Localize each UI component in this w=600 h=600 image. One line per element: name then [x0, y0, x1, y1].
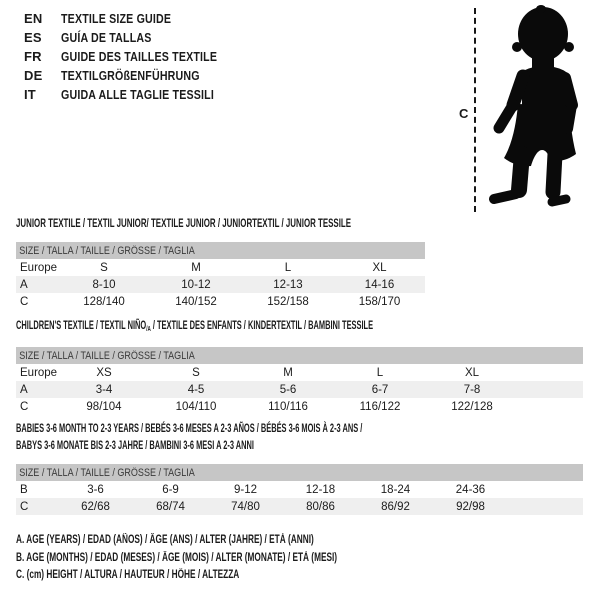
footnote-b	[16, 550, 462, 568]
language-row-es	[24, 28, 251, 47]
size-cell: 80/86	[306, 500, 335, 513]
size-header-text: SIZE / TALLA / TAILLE / GRÖSSE / TAGLIA	[19, 466, 195, 479]
size-cell: 6-7	[371, 383, 389, 396]
size-column: XL	[372, 261, 387, 274]
language-code: ES	[24, 30, 42, 45]
language-code: FR	[24, 49, 42, 64]
language-row-fr	[24, 47, 251, 66]
size-cell: 12-13	[273, 278, 303, 291]
children-size-table	[16, 347, 583, 415]
height-measure-label: C	[459, 106, 469, 121]
size-cell: 18-24	[380, 483, 411, 496]
row-label: C	[20, 500, 29, 513]
height-measure-dashed-line	[474, 8, 476, 212]
junior-section-title-text: JUNIOR TEXTILE / TEXTIL JUNIOR/ TEXTILE JUNIOR / JUNIORTEXTIL / JUNIOR TESSILE	[16, 216, 352, 230]
size-cell: 110/116	[268, 400, 308, 413]
language-row-en	[24, 9, 251, 28]
junior-section-title	[16, 215, 524, 232]
footnote-a-text: A. AGE (YEARS) / EDAD (AÑOS) / ÂGE (ANS) / ALTER (JAHRE) / ETÀ (ANNI)	[16, 534, 314, 546]
footnotes	[16, 532, 462, 585]
size-cell: 104/110	[175, 400, 217, 413]
baby-silhouette	[486, 4, 590, 210]
language-row-it	[24, 85, 251, 104]
size-column: M	[283, 366, 293, 379]
footnote-c	[16, 567, 462, 585]
size-cell: 92/98	[456, 500, 485, 513]
filler-cell	[508, 498, 583, 515]
size-header-text: SIZE / TALLA / TAILLE / GRÖSSE / TAGLIA	[19, 349, 195, 362]
size-column: L	[284, 261, 292, 274]
language-title: GUÍA DE TALLAS	[61, 30, 152, 45]
babies-section-title	[16, 420, 575, 454]
filler-cell	[518, 364, 583, 381]
language-title: GUIDA ALLE TAGLIE TESSILI	[61, 87, 214, 102]
size-column: XS	[96, 366, 112, 379]
language-code: IT	[24, 87, 36, 102]
size-cell: 24-36	[455, 483, 486, 496]
children-title-post: / TEXTILE DES ENFANTS / KINDERTEXTIL / BAMBINI TESSILE	[150, 318, 374, 332]
row-label: A	[20, 383, 28, 396]
filler-cell	[508, 481, 583, 498]
size-cell: 4-5	[187, 383, 205, 396]
size-cell: 68/74	[156, 500, 185, 513]
size-cell: 86/92	[381, 500, 410, 513]
babies-title-line1: BABIES 3-6 MONTH TO 2-3 YEARS / BEBÉS 3-6 MESES A 2-3 AÑOS / BÉBÉS 3-6 MOIS À 2-3 ANS /	[16, 421, 363, 435]
table-row-a	[16, 381, 583, 398]
filler-cell	[518, 398, 583, 415]
size-cell: 12-18	[305, 483, 336, 496]
size-column: S	[100, 261, 108, 274]
size-header-text: SIZE / TALLA / TAILLE / GRÖSSE / TAGLIA	[19, 244, 195, 257]
language-title: GUIDE DES TAILLES TEXTILE	[61, 49, 218, 64]
column-header-row	[16, 259, 425, 276]
size-cell: 128/140	[83, 295, 125, 308]
table-row-c	[16, 398, 583, 415]
size-column: S	[192, 366, 200, 379]
footnote-a	[16, 532, 462, 550]
size-cell: 5-6	[279, 383, 297, 396]
babies-title-line2: BABYS 3-6 MONATE BIS 2-3 JAHRE / BAMBINI 3-6 MESI A 2-3 ANNI	[16, 438, 254, 452]
size-cell: 9-12	[233, 483, 258, 496]
row-label: A	[20, 278, 28, 291]
language-row-de	[24, 66, 251, 85]
children-section-title-text	[16, 317, 373, 337]
size-cell: 98/104	[86, 400, 122, 413]
table-row-c	[16, 293, 425, 310]
language-list	[24, 9, 251, 104]
children-section-title	[16, 317, 592, 334]
size-cell: 6-9	[162, 483, 179, 496]
size-header-bar	[16, 242, 425, 259]
column-header-row	[16, 364, 583, 381]
language-title: TEXTILE SIZE GUIDE	[61, 11, 172, 26]
row-label: C	[20, 295, 29, 308]
size-cell: 3-6	[87, 483, 104, 496]
size-cell: 62/68	[81, 500, 110, 513]
size-cell: 152/158	[267, 295, 309, 308]
size-cell: 8-10	[92, 278, 116, 291]
size-column: L	[376, 366, 384, 379]
size-cell: 140/152	[175, 295, 217, 308]
region-label: Europe	[20, 261, 58, 274]
language-title: TEXTILGRÖßENFÜHRUNG	[61, 68, 200, 83]
size-cell: 74/80	[231, 500, 260, 513]
size-cell: 116/122	[359, 400, 401, 413]
language-code: DE	[24, 68, 43, 83]
junior-size-table	[16, 242, 425, 310]
language-code: EN	[24, 11, 43, 26]
babies-size-table	[16, 464, 583, 515]
children-title-subscript: /A	[146, 324, 151, 334]
size-cell: 158/170	[358, 295, 401, 308]
size-column: M	[191, 261, 201, 274]
table-row-c	[16, 498, 583, 515]
footnote-b-text: B. AGE (MONTHS) / EDAD (MESES) / ÂGE (MOIS) / ALTER (MONATE) / ETÀ (MESI)	[16, 551, 338, 564]
row-label: B	[20, 483, 28, 496]
size-header-bar	[16, 464, 583, 481]
filler-cell	[518, 381, 583, 398]
size-cell: 10-12	[181, 278, 211, 291]
size-cell: 3-4	[95, 383, 113, 396]
size-cell: 7-8	[463, 383, 481, 396]
table-row-b	[16, 481, 583, 498]
row-label: C	[20, 400, 29, 413]
children-title-pre: CHILDREN'S TEXTILE / TEXTIL NIÑO	[16, 318, 147, 332]
region-label: Europe	[20, 366, 58, 379]
size-column: XL	[464, 366, 480, 379]
size-cell: 14-16	[364, 278, 395, 291]
table-row-a	[16, 276, 425, 293]
size-header-bar	[16, 347, 583, 364]
footnote-c-text: C. (cm) HEIGHT / ALTURA / HAUTEUR / HÖHE / ALTEZZA	[16, 569, 240, 581]
size-cell: 122/128	[451, 400, 493, 413]
